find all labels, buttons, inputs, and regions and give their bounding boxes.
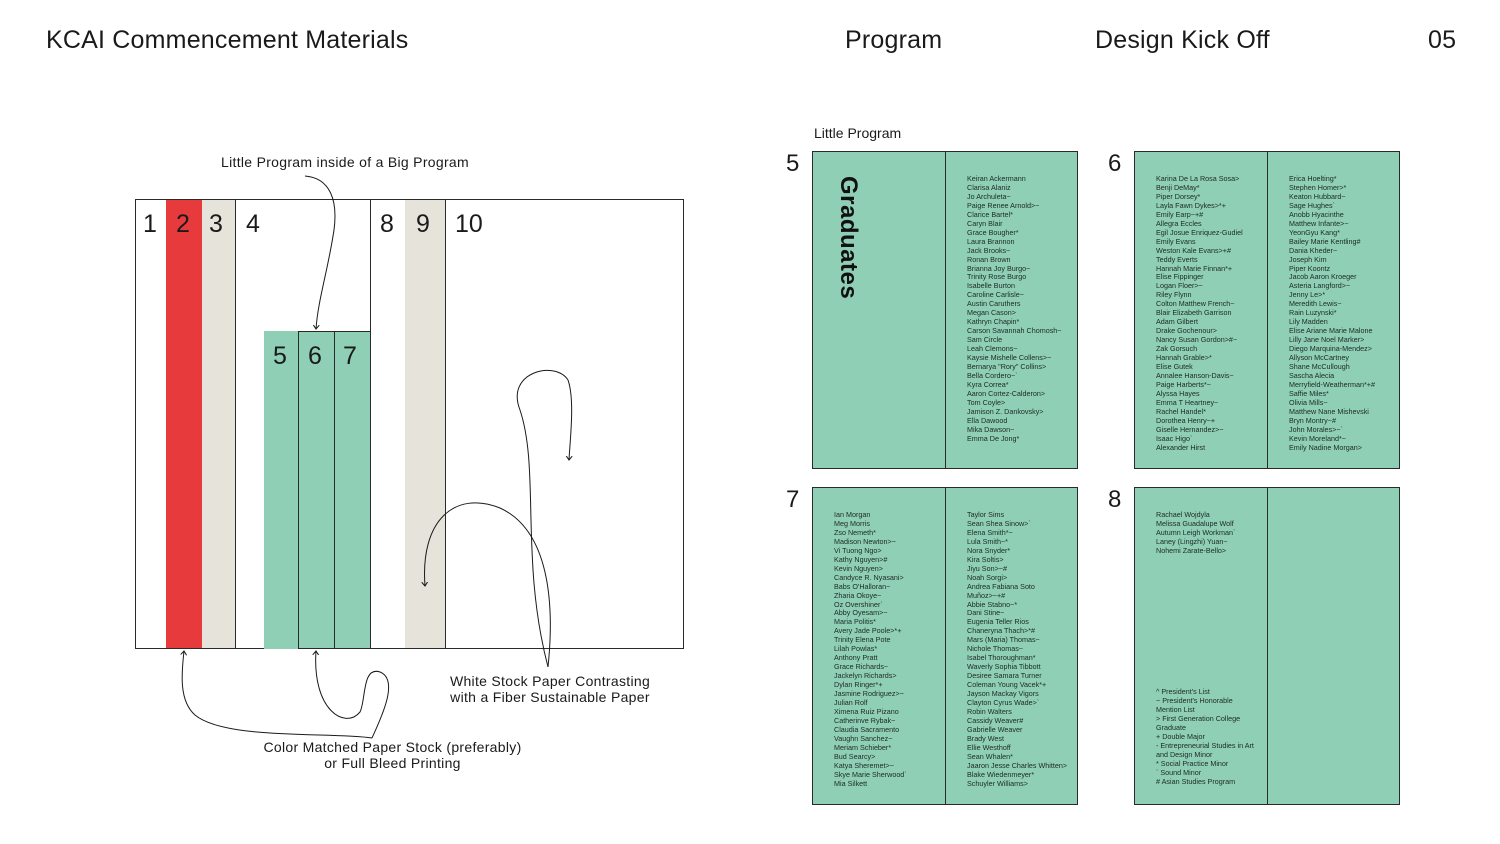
list-item: Autumn Leigh Workman` <box>1156 527 1236 537</box>
list-item: # Asian Studies Program <box>1156 776 1236 786</box>
list-item: Giselle Hernandez>~ <box>1156 424 1224 434</box>
list-item: Clarisa Alaniz <box>967 182 1011 192</box>
list-item: Trinity Elena Pote <box>834 635 891 645</box>
list-item: Bud Searcy> <box>834 751 876 761</box>
list-item: Benji DeMay* <box>1156 182 1200 192</box>
list-item: Rain Luzynski* <box>1289 308 1337 318</box>
list-item: Erica Hoelting* <box>1289 174 1337 183</box>
arrow-color-to-panel-6 <box>316 651 389 738</box>
list-item: Lilah Powlas* <box>834 644 878 654</box>
list-item: Karina De La Rosa Sosa> <box>1156 174 1240 183</box>
list-item: Jacob Aaron Kroeger <box>1289 272 1357 282</box>
list-item: Kathy Nguyen># <box>834 554 888 564</box>
list-item: Merryfield-Weatherman*+# <box>1289 379 1375 389</box>
list-item: Jaaron Jesse Charles Whitten> <box>967 760 1068 770</box>
list-item: Grace Richards~ <box>834 662 889 672</box>
panel-number-9: 9 <box>416 210 430 238</box>
list-item: Paige Renee Arnold>~ <box>967 200 1040 210</box>
list-item: Trinity Rose Burgo <box>967 272 1027 282</box>
list-item: Riley Flynn <box>1156 290 1192 300</box>
list-item: Isaac Higo` <box>1156 433 1193 443</box>
list-item: > First Generation College <box>1156 713 1241 723</box>
list-item: Andrea Fabiana Soto <box>967 581 1035 591</box>
list-item: Skye Marie Sherwood` <box>834 769 907 779</box>
list-item: Kathryn Chapin* <box>967 317 1020 327</box>
list-item: and Design Minor <box>1156 749 1213 759</box>
list-item: Dani Stine~ <box>967 608 1005 618</box>
list-item: Anthony Pratt <box>834 653 878 663</box>
list-item: Sage Hughes` <box>1289 200 1335 210</box>
panel-number-10: 10 <box>455 210 483 238</box>
spread-7-right-names <box>967 511 1067 789</box>
list-item: Ronan Brown <box>967 254 1011 264</box>
list-item: Allyson McCartney <box>1289 353 1349 363</box>
label-little-inside-big: Little Program inside of a Big Program <box>221 154 469 170</box>
list-item: Bailey Marie Kentling# <box>1289 236 1361 246</box>
list-item: Lilly Jane Noel Marker> <box>1289 335 1365 345</box>
list-item: Nora Snyder* <box>967 545 1011 555</box>
list-item: Abby Oyesam>~ <box>834 608 888 618</box>
list-item: Graduate <box>1156 722 1186 732</box>
list-item: Ellie Westhoff <box>967 742 1011 752</box>
list-item: Teddy Everts <box>1156 254 1198 264</box>
list-item: Zharia Okoye~ <box>834 590 882 600</box>
list-item: Keaton Hubbard~ <box>1289 191 1346 201</box>
label-white-stock-line1: White Stock Paper Contrasting <box>449 673 651 689</box>
list-item: Dania Kheder~ <box>1289 245 1338 255</box>
list-item: Jasmine Rodriguez>~ <box>834 689 904 699</box>
list-item: Elena Smith*~ <box>967 527 1013 537</box>
list-item: Aaron Cortez-Calderon> <box>967 388 1046 398</box>
list-item: Kevin Nguyen> <box>834 563 883 573</box>
list-item: Rachel Handel* <box>1156 406 1206 416</box>
panel-number-5: 5 <box>273 342 287 370</box>
list-item: Julian Rolf <box>834 698 868 708</box>
panel-number-8: 8 <box>380 210 394 238</box>
list-item: Desiree Samara Turner <box>967 671 1042 681</box>
panel-5 <box>264 331 299 649</box>
list-item: Caroline Carlisle~ <box>967 290 1024 300</box>
list-item: Diego Marquina-Mendez> <box>1289 344 1372 354</box>
arrow-color-to-panel-2 <box>182 651 372 738</box>
panel-number-7: 7 <box>343 342 357 370</box>
list-item: Melissa Guadalupe Wolf <box>1156 518 1234 528</box>
honors-legend <box>1156 688 1254 786</box>
list-item: Jayson Mackay Vigors <box>967 689 1039 699</box>
list-item: Muñoz>~+# <box>967 590 1006 600</box>
big-program-frame <box>135 199 684 649</box>
list-item: Egil Josue Enriquez-Gudiel <box>1156 227 1243 237</box>
list-item: Claudia Sacramento <box>834 724 900 734</box>
list-item: Piper Koontz <box>1289 263 1331 273</box>
spread-7-left-names <box>834 511 907 789</box>
list-item: Nichole Thomas~ <box>967 644 1023 654</box>
list-item: Jackelyn Richards> <box>834 671 897 681</box>
list-item: Sean Whalen* <box>967 751 1013 761</box>
spread-8-right-page <box>1267 487 1400 805</box>
list-item: Dylan Ringer*+ <box>834 680 883 690</box>
list-item: Adam Gilbert <box>1156 317 1198 327</box>
list-item: Madison Newton>~ <box>834 536 896 546</box>
list-item: Blake Wiedenmeyer* <box>967 769 1035 779</box>
section-label: Program <box>845 26 943 54</box>
panel-number-6: 6 <box>308 342 322 370</box>
list-item: Olivia Mills~ <box>1289 397 1328 407</box>
list-item: Laura Brannon <box>967 236 1015 246</box>
panel-6 <box>298 331 335 649</box>
list-item: Nohemi Zarate-Bello> <box>1156 545 1227 555</box>
list-item: Brady West <box>967 733 1005 743</box>
list-item: Leah Clemons~ <box>967 344 1018 354</box>
phase-label: Design Kick Off <box>1095 26 1270 54</box>
list-item: Carson Savannah Chomosh~ <box>967 326 1062 336</box>
spread-number-8: 8 <box>1108 486 1122 513</box>
list-item: Zak Gorsuch <box>1156 344 1198 354</box>
list-item: Mention List <box>1156 704 1195 714</box>
list-item: Emily Evans <box>1156 236 1196 246</box>
list-item: Lula Smith~* <box>967 536 1008 546</box>
list-item: Tom Coyle> <box>967 397 1006 407</box>
list-item: Avery Jade Poole>*+ <box>834 626 902 636</box>
list-item: Oz Overshiner` <box>834 599 883 609</box>
panel-7 <box>334 331 371 649</box>
list-item: Ximena Ruiz Pizano <box>834 706 899 716</box>
list-item: Megan Cason> <box>967 308 1016 318</box>
list-item: Babs O'Halloran~ <box>834 581 891 591</box>
list-item: Hannah Marie Finnan*+ <box>1156 263 1233 273</box>
document-title: KCAI Commencement Materials <box>46 26 409 54</box>
list-item: Meg Morris <box>834 518 870 528</box>
list-item: + Double Major <box>1156 731 1205 741</box>
list-item: Elise Ariane Marie Malone <box>1289 326 1373 336</box>
list-item: Clarice Bartel* <box>967 209 1013 219</box>
list-item: Taylor Sims <box>967 510 1005 519</box>
list-item: Kevin Moreland*~ <box>1289 433 1346 443</box>
list-item: Anobb Hyacinthe <box>1289 209 1344 219</box>
label-color-matched <box>240 739 545 771</box>
list-item: Sam Circle <box>967 335 1003 345</box>
list-item: Drake Gochenour> <box>1156 326 1217 336</box>
list-item: Layla Fawn Dykes>*+ <box>1156 200 1226 210</box>
list-item: Hannah Grable>* <box>1156 353 1212 363</box>
list-item: Colton Matthew French~ <box>1156 299 1235 309</box>
list-item: Eugenia Teller Rios <box>967 617 1029 627</box>
list-item: Noah Sorgi> <box>967 572 1008 582</box>
list-item: Allegra Eccles <box>1156 218 1202 228</box>
panel-number-2: 2 <box>176 210 190 238</box>
list-item: Jiyu Son>~# <box>967 563 1007 573</box>
list-item: - Entrepreneurial Studies in Art <box>1156 740 1254 750</box>
spread-6-right-names <box>1289 175 1375 453</box>
list-item: YeonGyu Kang* <box>1289 227 1340 237</box>
list-item: Logan Floer>~ <box>1156 281 1203 291</box>
list-item: Sean Shea Sinow>` <box>967 518 1031 528</box>
list-item: Alexander Hirst <box>1156 442 1206 452</box>
spread-8-left-names <box>1156 511 1235 556</box>
list-item: Isabel Thoroughman* <box>967 653 1036 663</box>
list-item: Meredith Lewis~ <box>1289 299 1342 309</box>
spread-number-7: 7 <box>786 486 800 513</box>
list-item: Bryn Montry~# <box>1289 415 1336 425</box>
list-item: ` Sound Minor <box>1156 767 1202 777</box>
list-item: Bella Cordero~` <box>967 370 1018 380</box>
list-item: Emily Earp~+# <box>1156 209 1204 219</box>
panel-number-4: 4 <box>246 210 260 238</box>
list-item: Shane McCullough <box>1289 362 1350 372</box>
list-item: Schuyler Williams> <box>967 778 1028 788</box>
list-item: Elise Gutek <box>1156 362 1193 372</box>
list-item: Gabrielle Weaver <box>967 724 1023 734</box>
spread-5-right-names <box>967 175 1062 444</box>
list-item: Emma T Heartney~ <box>1156 397 1219 407</box>
list-item: Katya Sheremet>~ <box>834 760 894 770</box>
little-program-label: Little Program <box>814 125 902 141</box>
label-color-matched-line2: or Full Bleed Printing <box>324 755 461 771</box>
list-item: Joseph Kim <box>1289 254 1327 264</box>
list-item: Kyra Correa* <box>967 379 1009 389</box>
list-item: Mars (Maria) Thomas~ <box>967 635 1040 645</box>
list-item: Maria Politis* <box>834 617 876 627</box>
list-item: Cassidy Weaver# <box>967 715 1024 725</box>
list-item: ~ President's Honorable <box>1156 695 1233 705</box>
list-item: * Social Practice Minor <box>1156 758 1229 768</box>
list-item: Annalee Hanson-Davis~ <box>1156 370 1234 380</box>
list-item: Isabelle Burton <box>967 281 1015 291</box>
graduates-title: Graduates <box>835 176 862 300</box>
list-item: Coleman Young Vacek*+ <box>967 680 1047 690</box>
list-item: Mika Dawson~ <box>967 424 1015 434</box>
list-item: Grace Bougher* <box>967 227 1019 237</box>
list-item: Zso Nemeth* <box>834 527 876 537</box>
list-item: Blair Elizabeth Garrison <box>1156 308 1232 318</box>
list-item: Dorothea Henry~+ <box>1156 415 1216 425</box>
list-item: Bernarya "Rory" Collins> <box>967 362 1047 372</box>
spread-6-left-names <box>1156 175 1243 453</box>
list-item: Jenny Le>* <box>1289 290 1326 300</box>
spread-5-left-page <box>812 151 946 469</box>
list-item: Weston Kale Evans>+# <box>1156 245 1231 255</box>
label-white-stock-line2: with a Fiber Sustainable Paper <box>450 689 650 705</box>
list-item: Kira Soltis> <box>967 554 1004 564</box>
list-item: Piper Dorsey* <box>1156 191 1201 201</box>
list-item: Elise Fippinger <box>1156 272 1204 282</box>
list-item: Emma De Jong* <box>967 433 1020 443</box>
list-item: Chaneryna Thach>*# <box>967 626 1035 636</box>
list-item: Rachael Wojdyla <box>1156 510 1210 519</box>
list-item: John Morales>~` <box>1289 424 1343 434</box>
list-item: Alyssa Hayes <box>1156 388 1200 398</box>
list-item: Stephen Homer>* <box>1289 182 1347 192</box>
list-item: Saffie Miles* <box>1289 388 1329 398</box>
list-item: Emily Nadine Morgan> <box>1289 442 1362 452</box>
list-item: Ella Dawood <box>967 415 1008 425</box>
list-item: Jo Archuleta~ <box>967 191 1011 201</box>
label-white-stock <box>430 673 670 705</box>
list-item: Vaughn Sanchez~ <box>834 733 893 743</box>
list-item: Ian Morgan <box>834 510 871 519</box>
list-item: Kaysie Mishelle Collens>~ <box>967 353 1052 363</box>
list-item: Abbie Stabno~* <box>967 599 1018 609</box>
list-item: Vi Tuong Ngo> <box>834 545 882 555</box>
spread-number-6: 6 <box>1108 150 1122 177</box>
list-item: Matthew Infante>~ <box>1289 218 1349 228</box>
list-item: ^ President's List <box>1156 687 1210 696</box>
list-item: Candyce R. Nyasani> <box>834 572 904 582</box>
list-item: Jack Brooks~ <box>967 245 1011 255</box>
list-item: Paige Harberts*~ <box>1156 379 1211 389</box>
list-item: Keiran Ackermann <box>967 174 1026 183</box>
list-item: Clayton Cyrus Wade>` <box>967 698 1040 708</box>
list-item: Nancy Susan Gordon>#~ <box>1156 335 1238 345</box>
spread-number-5: 5 <box>786 150 800 177</box>
list-item: Lily Madden <box>1289 317 1328 327</box>
panel-number-1: 1 <box>143 210 157 238</box>
list-item: Sascha Alecia <box>1289 370 1335 380</box>
list-item: Mia Silkett <box>834 778 868 788</box>
list-item: Asteria Langford>~ <box>1289 281 1351 291</box>
page-number: 05 <box>1428 26 1457 54</box>
list-item: Brianna Joy Burgo~ <box>967 263 1031 273</box>
list-item: Caryn Blair <box>967 218 1003 228</box>
list-item: Laney (Lingzhi) Yuan~ <box>1156 536 1228 546</box>
list-item: Waverly Sophia Tibbott <box>967 662 1041 672</box>
list-item: Jamison Z. Dankovsky> <box>967 406 1044 416</box>
list-item: Meriam Schieber* <box>834 742 892 752</box>
list-item: Matthew Nane Mishevski <box>1289 406 1369 416</box>
panel-number-3: 3 <box>209 210 223 238</box>
label-color-matched-line1: Color Matched Paper Stock (preferably) <box>263 739 522 755</box>
list-item: Austin Caruthers <box>967 299 1021 309</box>
list-item: Catherinve Rybak~ <box>834 715 896 725</box>
list-item: Robin Walters <box>967 706 1012 716</box>
